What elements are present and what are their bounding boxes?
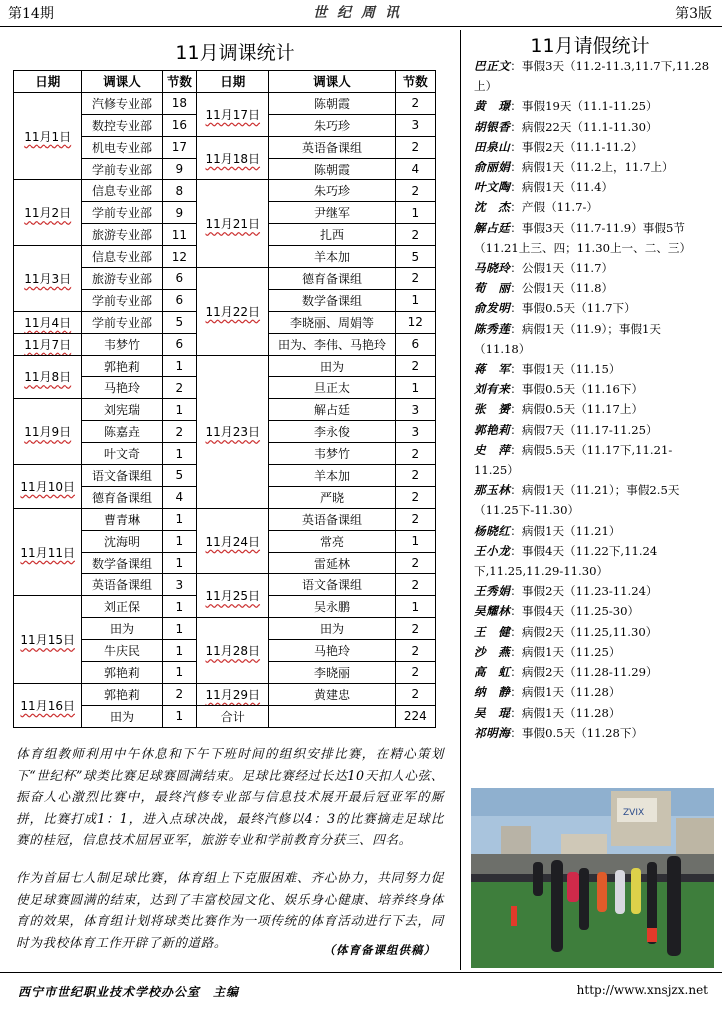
leave-detail: ：病假1天（11.25） — [510, 644, 621, 659]
leave-name: 郭艳莉 — [474, 422, 511, 437]
date-cell — [14, 180, 82, 246]
count-cell: 1 — [395, 596, 435, 618]
leave-name: 高 虹 — [474, 665, 511, 680]
person-cell: 严晓 — [269, 486, 395, 508]
count-cell: 4 — [162, 486, 197, 508]
count-cell: 2 — [395, 355, 435, 377]
leave-name: 吴耀林 — [474, 604, 511, 619]
leave-entry — [474, 622, 710, 642]
date-cell — [197, 683, 269, 705]
person-cell: 数控专业部 — [82, 114, 162, 136]
date-cell — [197, 136, 269, 180]
leave-detail: ：事假2天（11.23-11.24） — [510, 584, 658, 599]
date-cell — [197, 574, 269, 618]
leave-entry — [474, 541, 710, 581]
leave-detail: ：公假1天（11.8） — [510, 281, 614, 296]
count-cell: 2 — [395, 136, 435, 158]
leave-detail: ：事假4天（11.25-30） — [510, 604, 640, 619]
person-cell: 田为、李伟、马艳玲 — [269, 333, 395, 355]
person-cell: 陈朝霞 — [269, 158, 395, 180]
person-cell: 朱巧珍 — [269, 180, 395, 202]
column-divider — [460, 30, 461, 970]
person-cell: 陈朝霞 — [269, 92, 395, 114]
leave-detail: ：事假0.5天（11.28下） — [510, 725, 644, 740]
leave-name: 张 赟 — [474, 402, 511, 417]
count-cell: 12 — [395, 311, 435, 333]
leave-name: 解占廷 — [474, 220, 511, 235]
leave-name: 叶文陶 — [474, 180, 511, 195]
date-cell — [14, 333, 82, 355]
date-cell — [197, 618, 269, 684]
count-cell: 2 — [162, 421, 197, 443]
total-value: 224 — [395, 705, 435, 727]
article-paragraph: 作为首届七人制足球比赛，体育组上下克服困难、齐心协力，共同努力促使足球赛圆满的结束，达到了丰富校园文化、娱乐身心健康、培养终身体育的效果，体育组计划将球类比赛作为一项传统的体育活动进行下去，同时为我校体育工作开辟了新的道路。 — [16, 870, 444, 950]
leave-name: 沙 燕 — [474, 644, 511, 659]
person-cell: 语文备课组 — [269, 574, 395, 596]
date-text: 11月8日 — [24, 370, 72, 385]
table-row — [14, 508, 436, 530]
date-text: 11月4日 — [24, 315, 72, 330]
adjust-table-body — [14, 92, 436, 727]
leave-entry — [474, 723, 710, 743]
leave-detail: ：事假1天（11.15） — [510, 362, 621, 377]
count-cell: 1 — [162, 618, 197, 640]
person-cell: 旅游专业部 — [82, 268, 162, 290]
person-cell: 郭艳莉 — [82, 355, 162, 377]
count-cell: 2 — [395, 618, 435, 640]
person-cell: 羊本加 — [269, 246, 395, 268]
person-cell: 沈海明 — [82, 530, 162, 552]
person-cell: 学前专业部 — [82, 202, 162, 224]
leave-name: 胡银香 — [474, 119, 511, 134]
date-text: 11月2日 — [24, 206, 72, 221]
date-cell — [197, 508, 269, 574]
count-cell: 1 — [162, 508, 197, 530]
person-cell: 英语备课组 — [269, 508, 395, 530]
person-cell: 黄建忠 — [269, 683, 395, 705]
count-cell: 2 — [395, 92, 435, 114]
leave-detail: ：事假0.5天（11.16下） — [510, 382, 644, 397]
leave-entry — [474, 117, 710, 137]
person-cell: 羊本加 — [269, 465, 395, 487]
article-credit: （体育备课组供稿） — [323, 943, 436, 957]
col-header: 节数 — [162, 71, 197, 93]
count-cell: 2 — [395, 224, 435, 246]
person-cell: 马艳玲 — [82, 377, 162, 399]
person-cell: 扎西 — [269, 224, 395, 246]
person-cell: 英语备课组 — [269, 136, 395, 158]
date-text: 11月15日 — [20, 633, 75, 648]
leave-entry — [474, 96, 710, 116]
count-cell: 1 — [162, 705, 197, 727]
person-cell: 陈嘉垚 — [82, 421, 162, 443]
issue-number: 第14期 — [8, 6, 54, 22]
date-text: 11月21日 — [205, 217, 261, 232]
page-number: 第3版 — [675, 6, 712, 22]
person-cell: 学前专业部 — [82, 289, 162, 311]
date-cell — [14, 508, 82, 596]
leave-entry — [474, 399, 710, 419]
person-cell: 尹继军 — [269, 202, 395, 224]
person-cell: 德育备课组 — [269, 268, 395, 290]
person-cell: 田为 — [269, 618, 395, 640]
person-cell: 李晓丽 — [269, 662, 395, 684]
count-cell: 1 — [395, 289, 435, 311]
leave-entry — [474, 379, 710, 399]
leave-name: 吴 琨 — [474, 705, 511, 720]
date-text: 11月3日 — [24, 271, 72, 286]
col-header: 调课人 — [269, 71, 395, 93]
leave-entry — [474, 137, 710, 157]
count-cell: 2 — [162, 683, 197, 705]
leave-name: 田泉山 — [474, 139, 511, 154]
leave-detail: ：病假5.5天（11.17下,11.21-11.25） — [474, 442, 673, 478]
date-text: 11月11日 — [20, 545, 75, 560]
count-cell: 11 — [162, 224, 197, 246]
leave-entry — [474, 359, 710, 379]
count-cell: 17 — [162, 136, 197, 158]
count-cell: 3 — [395, 114, 435, 136]
leave-name: 巴正文 — [474, 59, 511, 73]
count-cell: 3 — [395, 399, 435, 421]
leave-name: 沈 杰 — [474, 200, 511, 215]
date-text: 11月28日 — [205, 644, 261, 659]
leave-detail: ：病假7天（11.17-11.25） — [510, 422, 658, 437]
leave-detail: ：病假1天（11.28） — [510, 685, 621, 700]
page-footer — [0, 972, 722, 1012]
count-cell: 2 — [162, 377, 197, 399]
leave-name: 荀 丽 — [474, 281, 511, 296]
leave-detail: ：公假1天（11.7） — [510, 261, 614, 276]
leave-entry — [474, 521, 710, 541]
leave-entry — [474, 642, 710, 662]
leave-entry — [474, 298, 710, 318]
person-cell: 英语备课组 — [82, 574, 162, 596]
leave-name: 刘有来 — [474, 382, 511, 397]
date-cell — [197, 268, 269, 356]
adjust-table-title: 11月调课统计 — [175, 42, 295, 64]
date-cell — [14, 399, 82, 465]
person-cell: 机电专业部 — [82, 136, 162, 158]
date-text: 11月18日 — [205, 151, 261, 166]
count-cell: 1 — [395, 377, 435, 399]
leave-entry — [474, 662, 710, 682]
person-cell: 数学备课组 — [269, 289, 395, 311]
count-cell: 5 — [395, 246, 435, 268]
date-text: 11月7日 — [24, 337, 72, 352]
leave-name: 祁明海 — [474, 725, 511, 740]
count-cell: 2 — [395, 574, 435, 596]
website-link[interactable]: http://www.xnsjzx.net — [576, 983, 708, 997]
person-cell: 雷延林 — [269, 552, 395, 574]
leave-detail: ：产假（11.7-） — [510, 200, 598, 215]
col-header: 节数 — [395, 71, 435, 93]
leave-name: 陈秀莲 — [474, 321, 511, 336]
person-cell: 德育备课组 — [82, 486, 162, 508]
date-text: 11月16日 — [20, 698, 75, 713]
date-text: 11月23日 — [205, 425, 261, 440]
person-cell: 田为 — [269, 355, 395, 377]
leave-entry — [474, 177, 710, 197]
date-text: 11月29日 — [205, 687, 261, 702]
person-cell: 刘宪瑞 — [82, 399, 162, 421]
date-text: 11月1日 — [24, 129, 72, 144]
total-blank — [269, 705, 395, 727]
date-cell — [197, 180, 269, 268]
person-cell: 郭艳莉 — [82, 662, 162, 684]
count-cell: 4 — [395, 158, 435, 180]
leave-detail: ：事假4天（11.22下,11.24下,11.25,11.29-11.30） — [474, 543, 658, 579]
col-header: 日期 — [14, 71, 82, 93]
leave-detail: ：事假19天（11.1-11.25） — [510, 99, 658, 114]
table-row — [14, 180, 436, 202]
leave-detail: ：事假0.5天（11.7下） — [510, 301, 636, 316]
person-cell: 牛庆民 — [82, 640, 162, 662]
person-cell: 田为 — [82, 705, 162, 727]
date-text: 11月24日 — [205, 534, 261, 549]
date-cell — [14, 465, 82, 509]
leave-detail: ：病假2天（11.28-11.29） — [510, 665, 658, 680]
count-cell: 6 — [162, 268, 197, 290]
date-cell — [14, 92, 82, 180]
count-cell: 2 — [395, 268, 435, 290]
count-cell: 8 — [162, 180, 197, 202]
count-cell: 3 — [395, 421, 435, 443]
leave-name: 黄 璟 — [474, 99, 511, 114]
leave-name: 王秀娟 — [474, 584, 511, 599]
count-cell: 1 — [162, 552, 197, 574]
count-cell: 1 — [162, 530, 197, 552]
count-cell: 6 — [395, 333, 435, 355]
date-cell — [14, 596, 82, 684]
leave-name: 史 萍 — [474, 442, 511, 457]
leave-entry — [474, 157, 710, 177]
football-match-photo — [471, 788, 714, 968]
leave-entry — [474, 703, 710, 723]
person-cell: 数学备课组 — [82, 552, 162, 574]
count-cell: 3 — [162, 574, 197, 596]
person-cell: 李晓丽、周娟等 — [269, 311, 395, 333]
count-cell: 1 — [162, 355, 197, 377]
count-cell: 1 — [162, 596, 197, 618]
leave-name: 那玉林 — [474, 483, 511, 498]
count-cell: 12 — [162, 246, 197, 268]
person-cell: 郭艳莉 — [82, 683, 162, 705]
person-cell: 语文备课组 — [82, 465, 162, 487]
count-cell: 1 — [395, 202, 435, 224]
person-cell: 学前专业部 — [82, 158, 162, 180]
person-cell: 信息专业部 — [82, 246, 162, 268]
person-cell: 曹青琳 — [82, 508, 162, 530]
leave-entry — [474, 480, 710, 520]
leave-name: 王 健 — [474, 624, 511, 639]
leave-name: 蒋 军 — [474, 362, 511, 377]
leave-entry — [474, 197, 710, 217]
date-text: 11月22日 — [205, 304, 261, 319]
leave-name: 俞发明 — [474, 301, 511, 316]
leave-name: 俞丽娟 — [474, 160, 511, 175]
leave-detail: ：事假3天（11.7-11.9）事假5节（11.21上三、四；11.30上一、二、三） — [474, 220, 692, 255]
billboard-text: ZVIX — [623, 808, 645, 818]
count-cell: 5 — [162, 311, 197, 333]
person-cell: 信息专业部 — [82, 180, 162, 202]
person-cell: 解占廷 — [269, 399, 395, 421]
table-row — [14, 92, 436, 114]
date-text: 11月9日 — [24, 425, 72, 440]
leave-title: 11月请假统计 — [530, 35, 650, 57]
leave-name: 马晓玲 — [474, 261, 511, 276]
count-cell: 6 — [162, 289, 197, 311]
person-cell: 刘正保 — [82, 596, 162, 618]
date-text: 11月17日 — [205, 107, 261, 122]
person-cell: 学前专业部 — [82, 311, 162, 333]
person-cell: 常亮 — [269, 530, 395, 552]
leave-name: 王小龙 — [474, 543, 511, 558]
leave-detail: ：病假22天（11.1-11.30） — [510, 119, 658, 134]
date-cell — [197, 92, 269, 136]
count-cell: 2 — [395, 443, 435, 465]
count-cell: 2 — [395, 465, 435, 487]
leave-detail: ：事假2天（11.1-11.2） — [510, 139, 643, 154]
count-cell: 16 — [162, 114, 197, 136]
count-cell: 18 — [162, 92, 197, 114]
count-cell: 2 — [395, 683, 435, 705]
table-row — [14, 683, 436, 705]
person-cell: 韦梦竹 — [269, 443, 395, 465]
person-cell: 李永俊 — [269, 421, 395, 443]
leave-name: 纳 静 — [474, 685, 511, 700]
count-cell: 1 — [162, 399, 197, 421]
count-cell: 1 — [162, 662, 197, 684]
table-header-row — [14, 71, 436, 93]
date-text: 11月10日 — [20, 479, 75, 494]
leave-detail: ：事假3天（11.2-11.3,11.7下,11.28上） — [474, 59, 710, 94]
count-cell: 2 — [395, 508, 435, 530]
leave-detail: ：病假2天（11.25,11.30） — [510, 624, 658, 639]
leave-entry — [474, 278, 710, 298]
leave-name: 杨晓红 — [474, 523, 511, 538]
count-cell: 1 — [162, 443, 197, 465]
count-cell: 9 — [162, 202, 197, 224]
date-cell — [14, 683, 82, 727]
person-cell: 旅游专业部 — [82, 224, 162, 246]
count-cell: 2 — [395, 486, 435, 508]
leave-entry — [474, 56, 710, 96]
count-cell: 2 — [395, 552, 435, 574]
masthead: 世纪周讯 — [313, 5, 409, 21]
col-header: 日期 — [197, 71, 269, 93]
leave-entry — [474, 601, 710, 621]
leave-list — [474, 56, 710, 743]
person-cell: 马艳玲 — [269, 640, 395, 662]
person-cell: 韦梦竹 — [82, 333, 162, 355]
leave-entry — [474, 440, 710, 480]
person-cell: 田为 — [82, 618, 162, 640]
count-cell: 2 — [395, 640, 435, 662]
person-cell: 吴永鹏 — [269, 596, 395, 618]
leave-detail: ：病假0.5天（11.17上） — [510, 402, 644, 417]
count-cell: 2 — [395, 180, 435, 202]
count-cell: 1 — [162, 640, 197, 662]
leave-entry — [474, 420, 710, 440]
leave-detail: ：病假1天（11.28） — [510, 705, 621, 720]
leave-entry — [474, 218, 710, 258]
leave-entry — [474, 581, 710, 601]
leave-entry — [474, 682, 710, 702]
person-cell: 旦正太 — [269, 377, 395, 399]
article-paragraph: 体育组教师利用中午休息和下午下班时间的组织安排比赛，在精心策划下“世纪杯”球类比赛足球赛圆满结束。足球比赛经过长达10天扣人心弦、振奋人心激烈比赛中，最终汽修专业部与信息技术展开最后冠亚军的厮拼，比赛打成1：1，进入点球决战，最终汽修以4：3的比赛摘走足球比赛的桂冠，信息技术屈居亚军，旅游专业和学前教育分获三、四名。 — [16, 746, 444, 847]
leave-entry — [474, 258, 710, 278]
leave-detail: ：病假1天（11.9）；事假1天（11.18） — [474, 321, 662, 356]
person-cell: 叶文奇 — [82, 443, 162, 465]
date-cell — [14, 246, 82, 312]
leave-entry — [474, 319, 710, 359]
person-cell: 汽修专业部 — [82, 92, 162, 114]
adjust-table — [13, 70, 436, 728]
leave-detail: ：病假1天（11.21）；事假2.5天（11.25下-11.30） — [474, 483, 680, 518]
person-cell: 朱巧珍 — [269, 114, 395, 136]
photo-illustration — [471, 788, 714, 968]
date-cell — [197, 355, 269, 508]
count-cell: 2 — [395, 662, 435, 684]
leave-detail: ：病假1天（11.21） — [510, 523, 621, 538]
count-cell: 1 — [395, 530, 435, 552]
page-header — [0, 0, 722, 27]
table-row — [14, 355, 436, 377]
publisher: 西宁市世纪职业技术学校办公室 主编 — [18, 985, 240, 999]
count-cell: 9 — [162, 158, 197, 180]
count-cell: 5 — [162, 465, 197, 487]
leave-detail: ：病假1天（11.2上，11.7上） — [510, 160, 674, 175]
leave-detail: ：病假1天（11.4） — [510, 180, 614, 195]
date-text: 11月25日 — [205, 589, 261, 604]
count-cell: 6 — [162, 333, 197, 355]
total-label: 合计 — [197, 705, 269, 727]
col-header: 调课人 — [82, 71, 162, 93]
date-cell — [14, 355, 82, 399]
date-cell — [14, 311, 82, 333]
